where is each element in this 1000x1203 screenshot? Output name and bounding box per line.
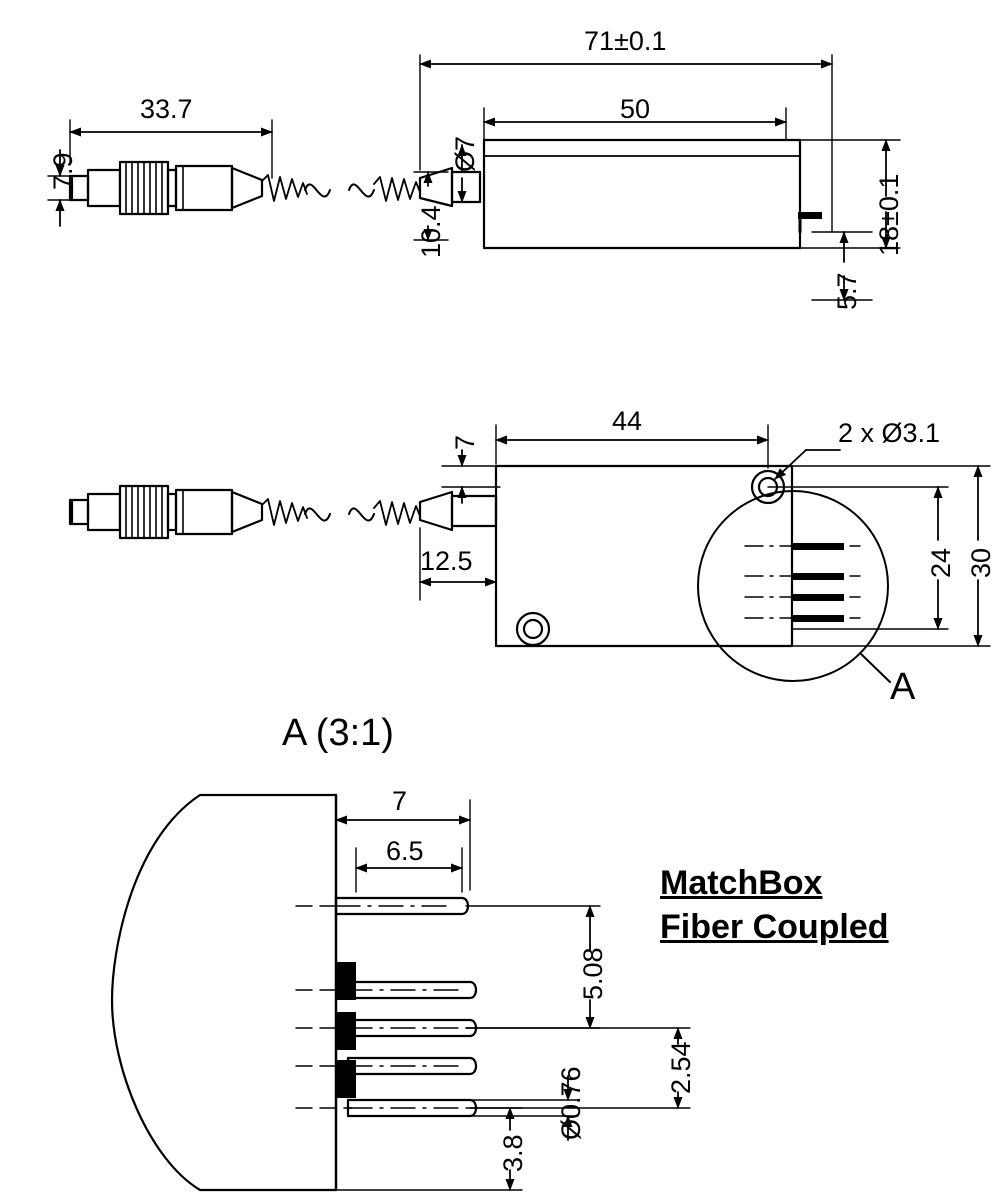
dim-label-71: 71±0.1 [584, 26, 667, 56]
detail-view-label: A (3:1) [282, 712, 394, 754]
dim-label-24: 24 [926, 547, 956, 578]
dim-label-33-7: 33.7 [140, 94, 193, 124]
module-body-top-view [496, 466, 890, 682]
dim-label-44: 44 [612, 406, 643, 436]
dim-label-10-4: 10.4 [416, 205, 446, 258]
dim-label-18: 18±0.1 [874, 173, 904, 256]
dim-label-dia-0-76: Ø0.76 [556, 1066, 586, 1140]
dim-label-7-top: 7 [450, 434, 480, 450]
detail-marker-a: A [890, 666, 916, 708]
dim-24 [768, 487, 948, 629]
module-body-side-view [484, 140, 822, 248]
dim-3-8 [336, 1108, 522, 1190]
dim-label-5-7: 5.7 [832, 272, 862, 310]
dim-label-detail-7: 7 [392, 786, 408, 816]
dim-label-5-08: 5.08 [578, 947, 608, 1000]
fiber-break-symbol-top [305, 184, 374, 196]
dim-label-dia-7: Ø7 [450, 135, 480, 172]
dim-71 [420, 55, 832, 232]
dim-label-mount-holes: 2 x Ø3.1 [838, 418, 941, 448]
fiber-boot-right-top [374, 168, 480, 206]
dim-label-12-5: 12.5 [420, 546, 473, 576]
dim-label-50: 50 [620, 94, 651, 124]
dim-label-2-54: 2.54 [666, 1041, 696, 1094]
leader-mount-holes [775, 450, 840, 479]
dim-label-30: 30 [966, 547, 996, 578]
title-line-2: Fiber Coupled [660, 908, 889, 946]
dim-label-7-9: 7.9 [48, 152, 78, 190]
dim-label-3-8: 3.8 [498, 1134, 528, 1172]
dim-label-detail-6-5: 6.5 [386, 836, 424, 866]
fiber-break-symbol-middle [305, 508, 374, 520]
title-line-1: MatchBox [660, 864, 823, 902]
connector-top-view [70, 486, 307, 538]
fiber-boot-right-middle [374, 492, 496, 530]
